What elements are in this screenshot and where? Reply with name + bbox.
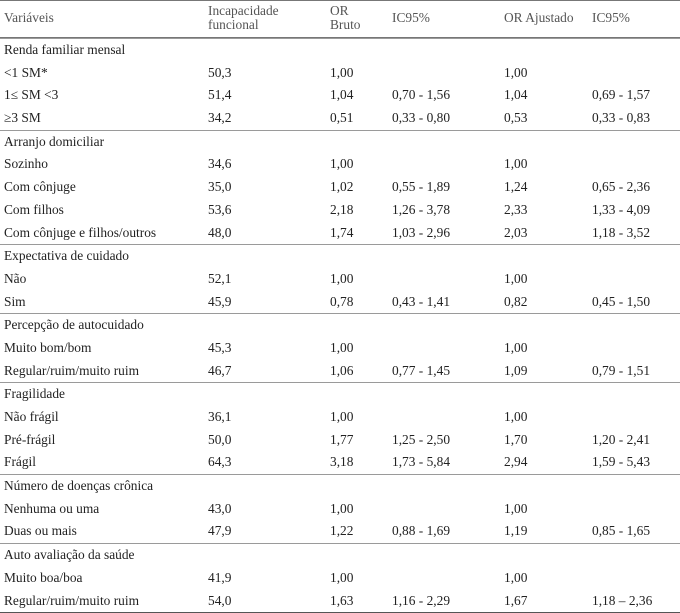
table-cell: 36,1: [208, 406, 231, 429]
row-label: Muito boa/boa: [4, 567, 82, 590]
table-cell: 2,33: [504, 199, 527, 222]
table-cell: 2,03: [504, 222, 527, 245]
table-row: [0, 62, 680, 85]
table-cell: 1,18 - 3,52: [592, 222, 650, 245]
table-cell: 1,77: [330, 429, 353, 452]
table-row: [0, 107, 680, 130]
table-cell: 0,69 - 1,57: [592, 84, 650, 107]
table-row: [0, 360, 680, 383]
section-label: Fragilidade: [4, 383, 65, 406]
table-body: [0, 38, 680, 613]
table-cell: 0,82: [504, 291, 527, 314]
row-label: Muito bom/bom: [4, 337, 91, 360]
table-cell: 0,78: [330, 291, 353, 314]
header-ic95-ajustado: IC95%: [592, 11, 630, 25]
table-cell: 1,22: [330, 520, 353, 543]
table-cell: 0,85 - 1,65: [592, 520, 650, 543]
header-variaveis: Variáveis: [4, 11, 54, 25]
table-cell: 1,00: [330, 62, 353, 85]
table-cell: 1,06: [330, 360, 353, 383]
table-cell: 0,51: [330, 107, 353, 130]
header-or-bruto: OR Bruto: [330, 4, 361, 32]
row-label: 1≤ SM <3: [4, 84, 58, 107]
table-cell: 3,18: [330, 451, 353, 474]
section-row: [0, 543, 680, 567]
table-row: [0, 153, 680, 176]
table-cell: 35,0: [208, 176, 231, 199]
table-cell: 43,0: [208, 498, 231, 521]
header-incapacidade-funcional: Incapacidade funcional: [208, 4, 279, 32]
table-cell: 0,33 - 0,80: [392, 107, 450, 130]
table-cell: 1,00: [504, 406, 527, 429]
table-row: [0, 451, 680, 474]
table-cell: 2,94: [504, 451, 527, 474]
row-label: Regular/ruim/muito ruim: [4, 590, 139, 613]
row-label: Não: [4, 268, 26, 291]
table-row: [0, 520, 680, 543]
table-cell: 48,0: [208, 222, 231, 245]
table-cell: 45,3: [208, 337, 231, 360]
row-label: Com filhos: [4, 199, 64, 222]
section-row: [0, 313, 680, 337]
row-label: Sozinho: [4, 153, 48, 176]
table-cell: 0,77 - 1,45: [392, 360, 450, 383]
section-label: Expectativa de cuidado: [4, 245, 129, 268]
table-row: [0, 429, 680, 452]
table-cell: 34,6: [208, 153, 231, 176]
table-cell: 0,70 - 1,56: [392, 84, 450, 107]
table-cell: 1,00: [330, 498, 353, 521]
table-cell: 1,03 - 2,96: [392, 222, 450, 245]
table-row: [0, 590, 680, 613]
table-row: [0, 176, 680, 199]
table-row: [0, 199, 680, 222]
header-ic95-bruto: IC95%: [392, 11, 430, 25]
row-label: Não frágil: [4, 406, 59, 429]
table-cell: 1,02: [330, 176, 353, 199]
table-row: [0, 84, 680, 107]
row-label: Com cônjuge: [4, 176, 76, 199]
table-cell: 1,00: [330, 153, 353, 176]
table-cell: 1,00: [504, 268, 527, 291]
table-cell: 1,04: [330, 84, 353, 107]
section-row: [0, 474, 680, 498]
table-cell: 1,67: [504, 590, 527, 613]
table-cell: 47,9: [208, 520, 231, 543]
section-label: Número de doenças crônica: [4, 475, 153, 498]
table-cell: 1,00: [504, 567, 527, 590]
table-cell: 1,09: [504, 360, 527, 383]
table-cell: 41,9: [208, 567, 231, 590]
table-cell: 1,33 - 4,09: [592, 199, 650, 222]
table-row: [0, 337, 680, 360]
table-cell: 1,59 - 5,43: [592, 451, 650, 474]
table-cell: 51,4: [208, 84, 231, 107]
section-label: Arranjo domiciliar: [4, 131, 104, 154]
section-row: [0, 382, 680, 406]
table-cell: 0,55 - 1,89: [392, 176, 450, 199]
section-label: Auto avaliação da saúde: [4, 544, 135, 567]
table-row: [0, 291, 680, 314]
table-cell: 54,0: [208, 590, 231, 613]
section-row: [0, 38, 680, 62]
table-cell: 1,00: [330, 337, 353, 360]
table-cell: 46,7: [208, 360, 231, 383]
table-cell: 1,00: [330, 268, 353, 291]
table-header: [0, 0, 680, 38]
table-cell: 1,70: [504, 429, 527, 452]
row-label: Duas ou mais: [4, 520, 77, 543]
table-row: [0, 222, 680, 245]
row-label: Frágil: [4, 451, 36, 474]
table-cell: 1,19: [504, 520, 527, 543]
table-row: [0, 406, 680, 429]
table-cell: 45,9: [208, 291, 231, 314]
row-label: Nenhuma ou uma: [4, 498, 99, 521]
table-cell: 1,04: [504, 84, 527, 107]
table-cell: 64,3: [208, 451, 231, 474]
table-cell: 1,74: [330, 222, 353, 245]
table-cell: 1,16 - 2,29: [392, 590, 450, 613]
table-cell: 1,73 - 5,84: [392, 451, 450, 474]
table-cell: 1,00: [504, 153, 527, 176]
table-cell: 0,65 - 2,36: [592, 176, 650, 199]
section-label: Renda familiar mensal: [4, 39, 125, 62]
table-cell: 0,45 - 1,50: [592, 291, 650, 314]
table-cell: 0,79 - 1,51: [592, 360, 650, 383]
table-cell: 1,00: [330, 406, 353, 429]
table-cell: 0,53: [504, 107, 527, 130]
row-label: Pré-frágil: [4, 429, 55, 452]
table-cell: 53,6: [208, 199, 231, 222]
table-cell: 1,00: [330, 567, 353, 590]
table-cell: 0,33 - 0,83: [592, 107, 650, 130]
table-cell: 1,26 - 3,78: [392, 199, 450, 222]
table-row: [0, 268, 680, 291]
table-cell: 50,3: [208, 62, 231, 85]
header-or-ajustado: OR Ajustado: [504, 11, 574, 25]
table-cell: 34,2: [208, 107, 231, 130]
table-row: [0, 567, 680, 590]
table-cell: 1,00: [504, 62, 527, 85]
table-cell: 1,24: [504, 176, 527, 199]
row-label: Com cônjuge e filhos/outros: [4, 222, 156, 245]
table-cell: 52,1: [208, 268, 231, 291]
section-row: [0, 130, 680, 154]
table-cell: 0,88 - 1,69: [392, 520, 450, 543]
table-cell: 1,00: [504, 337, 527, 360]
table-cell: 1,00: [504, 498, 527, 521]
row-label: <1 SM*: [4, 62, 48, 85]
row-label: Regular/ruim/muito ruim: [4, 360, 139, 383]
table-cell: 1,18 – 2,36: [592, 590, 652, 613]
table-cell: 0,43 - 1,41: [392, 291, 450, 314]
table-cell: 1,25 - 2,50: [392, 429, 450, 452]
table-cell: 2,18: [330, 199, 353, 222]
row-label: Sim: [4, 291, 26, 314]
table-row: [0, 498, 680, 521]
table-cell: 1,20 - 2,41: [592, 429, 650, 452]
table-cell: 50,0: [208, 429, 231, 452]
row-label: ≥3 SM: [4, 107, 41, 130]
section-row: [0, 244, 680, 268]
section-label: Percepção de autocuidado: [4, 314, 144, 337]
table-cell: 1,63: [330, 590, 353, 613]
